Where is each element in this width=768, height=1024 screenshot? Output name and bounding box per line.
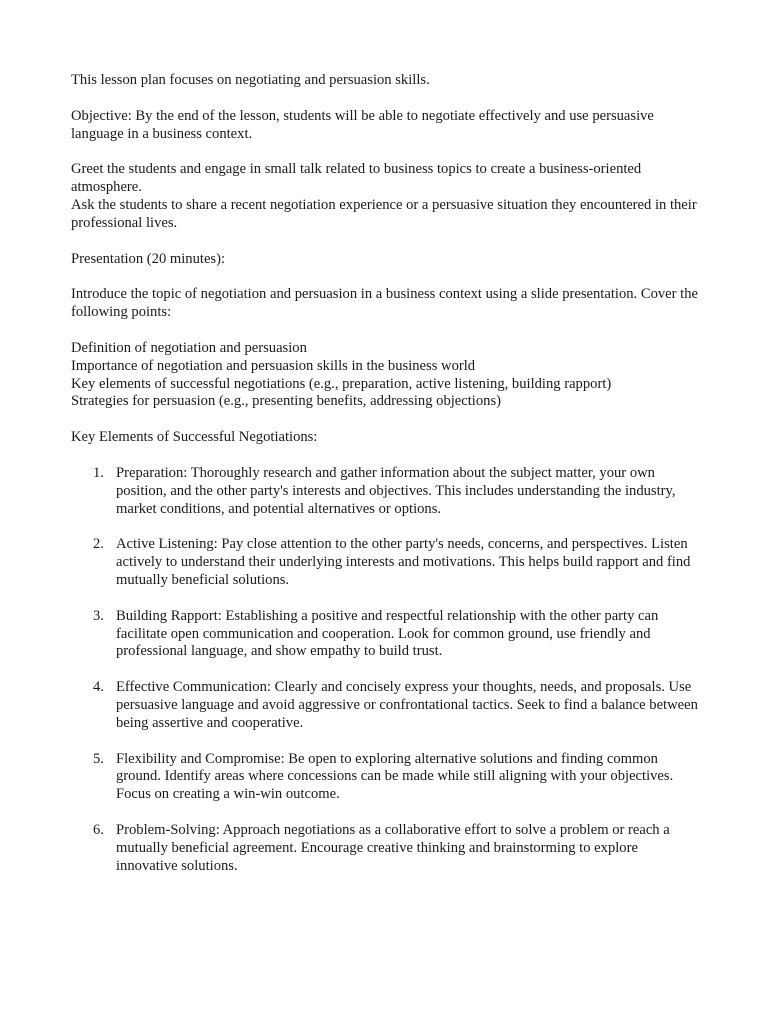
- greet-paragraph: Greet the students and engage in small talk related to business topics to create a business-oriented atmosphere.: [71, 161, 642, 196]
- elements-heading: Key Elements of Successful Negotiations:: [71, 429, 318, 446]
- list-number: 2.: [93, 536, 104, 553]
- presentation-points: [71, 340, 701, 411]
- list-item-text: Problem-Solving: Approach negotiations as a collaborative effort to solve a problem or reach a mutually beneficial agreement. Encourage creative thinking and brainstorming to explore innovative solutions.: [116, 821, 670, 874]
- list-number: 4.: [93, 679, 104, 696]
- presentation-intro: Introduce the topic of negotiation and persuasion in a business context using a slide presentation. Cover the following points:: [71, 286, 698, 321]
- list-number: 3.: [93, 607, 104, 624]
- point-item: Definition of negotiation and persuasion: [71, 339, 307, 356]
- list-item-text: Active Listening: Pay close attention to the other party's needs, concerns, and perspectives. Listen actively to understand their underlying interests and motivations. This helps build rapport and find mutually beneficial solutions.: [116, 536, 691, 588]
- list-number: 6.: [93, 821, 104, 838]
- list-item-text: Building Rapport: Establishing a positive and respectful relationship with the other party can facilitate open communication and cooperation. Look for common ground, use friendly and professional language, and show empathy to build trust.: [116, 607, 659, 660]
- document-page: [71, 72, 701, 893]
- intro-paragraph: This lesson plan focuses on negotiating and persuasion skills.: [71, 72, 430, 88]
- list-item: [71, 465, 701, 518]
- list-item: [71, 608, 701, 661]
- point-item: Importance of negotiation and persuasion skills in the business world: [71, 357, 476, 374]
- list-number: 1.: [93, 464, 104, 481]
- list-item: [71, 751, 701, 804]
- warmup-section: [71, 161, 701, 232]
- list-item: [71, 822, 701, 875]
- list-item-text: Effective Communication: Clearly and concisely express your thoughts, needs, and proposals. Use persuasive language and avoid aggressive or confrontational tactics. Seek to find a balance between being assertive and cooperative.: [116, 679, 698, 731]
- point-item: Key elements of successful negotiations (e.g., preparation, active listening, building rapport): [71, 375, 612, 392]
- point-item: Strategies for persuasion (e.g., presenting benefits, addressing objections): [71, 393, 501, 410]
- objective-paragraph: Objective: By the end of the lesson, students will be able to negotiate effectively and use persuasive language in a business context.: [71, 107, 654, 142]
- list-item-text: Preparation: Thoroughly research and gather information about the subject matter, your own position, and the other party's interests and objectives. This includes understanding the industry, market conditions, and potential alternatives or options.: [116, 464, 676, 517]
- list-item: [71, 679, 701, 732]
- presentation-heading: Presentation (20 minutes):: [71, 250, 226, 267]
- elements-list: [71, 465, 701, 875]
- list-number: 5.: [93, 750, 104, 767]
- list-item: [71, 536, 701, 589]
- ask-paragraph: Ask the students to share a recent negotiation experience or a persuasive situation they encountered in their professional lives.: [71, 196, 697, 231]
- list-item-text: Flexibility and Compromise: Be open to exploring alternative solutions and finding common ground. Identify areas where concessions can be made while still aligning with your objectives. Focus on creating a win-win outcome.: [116, 750, 674, 803]
